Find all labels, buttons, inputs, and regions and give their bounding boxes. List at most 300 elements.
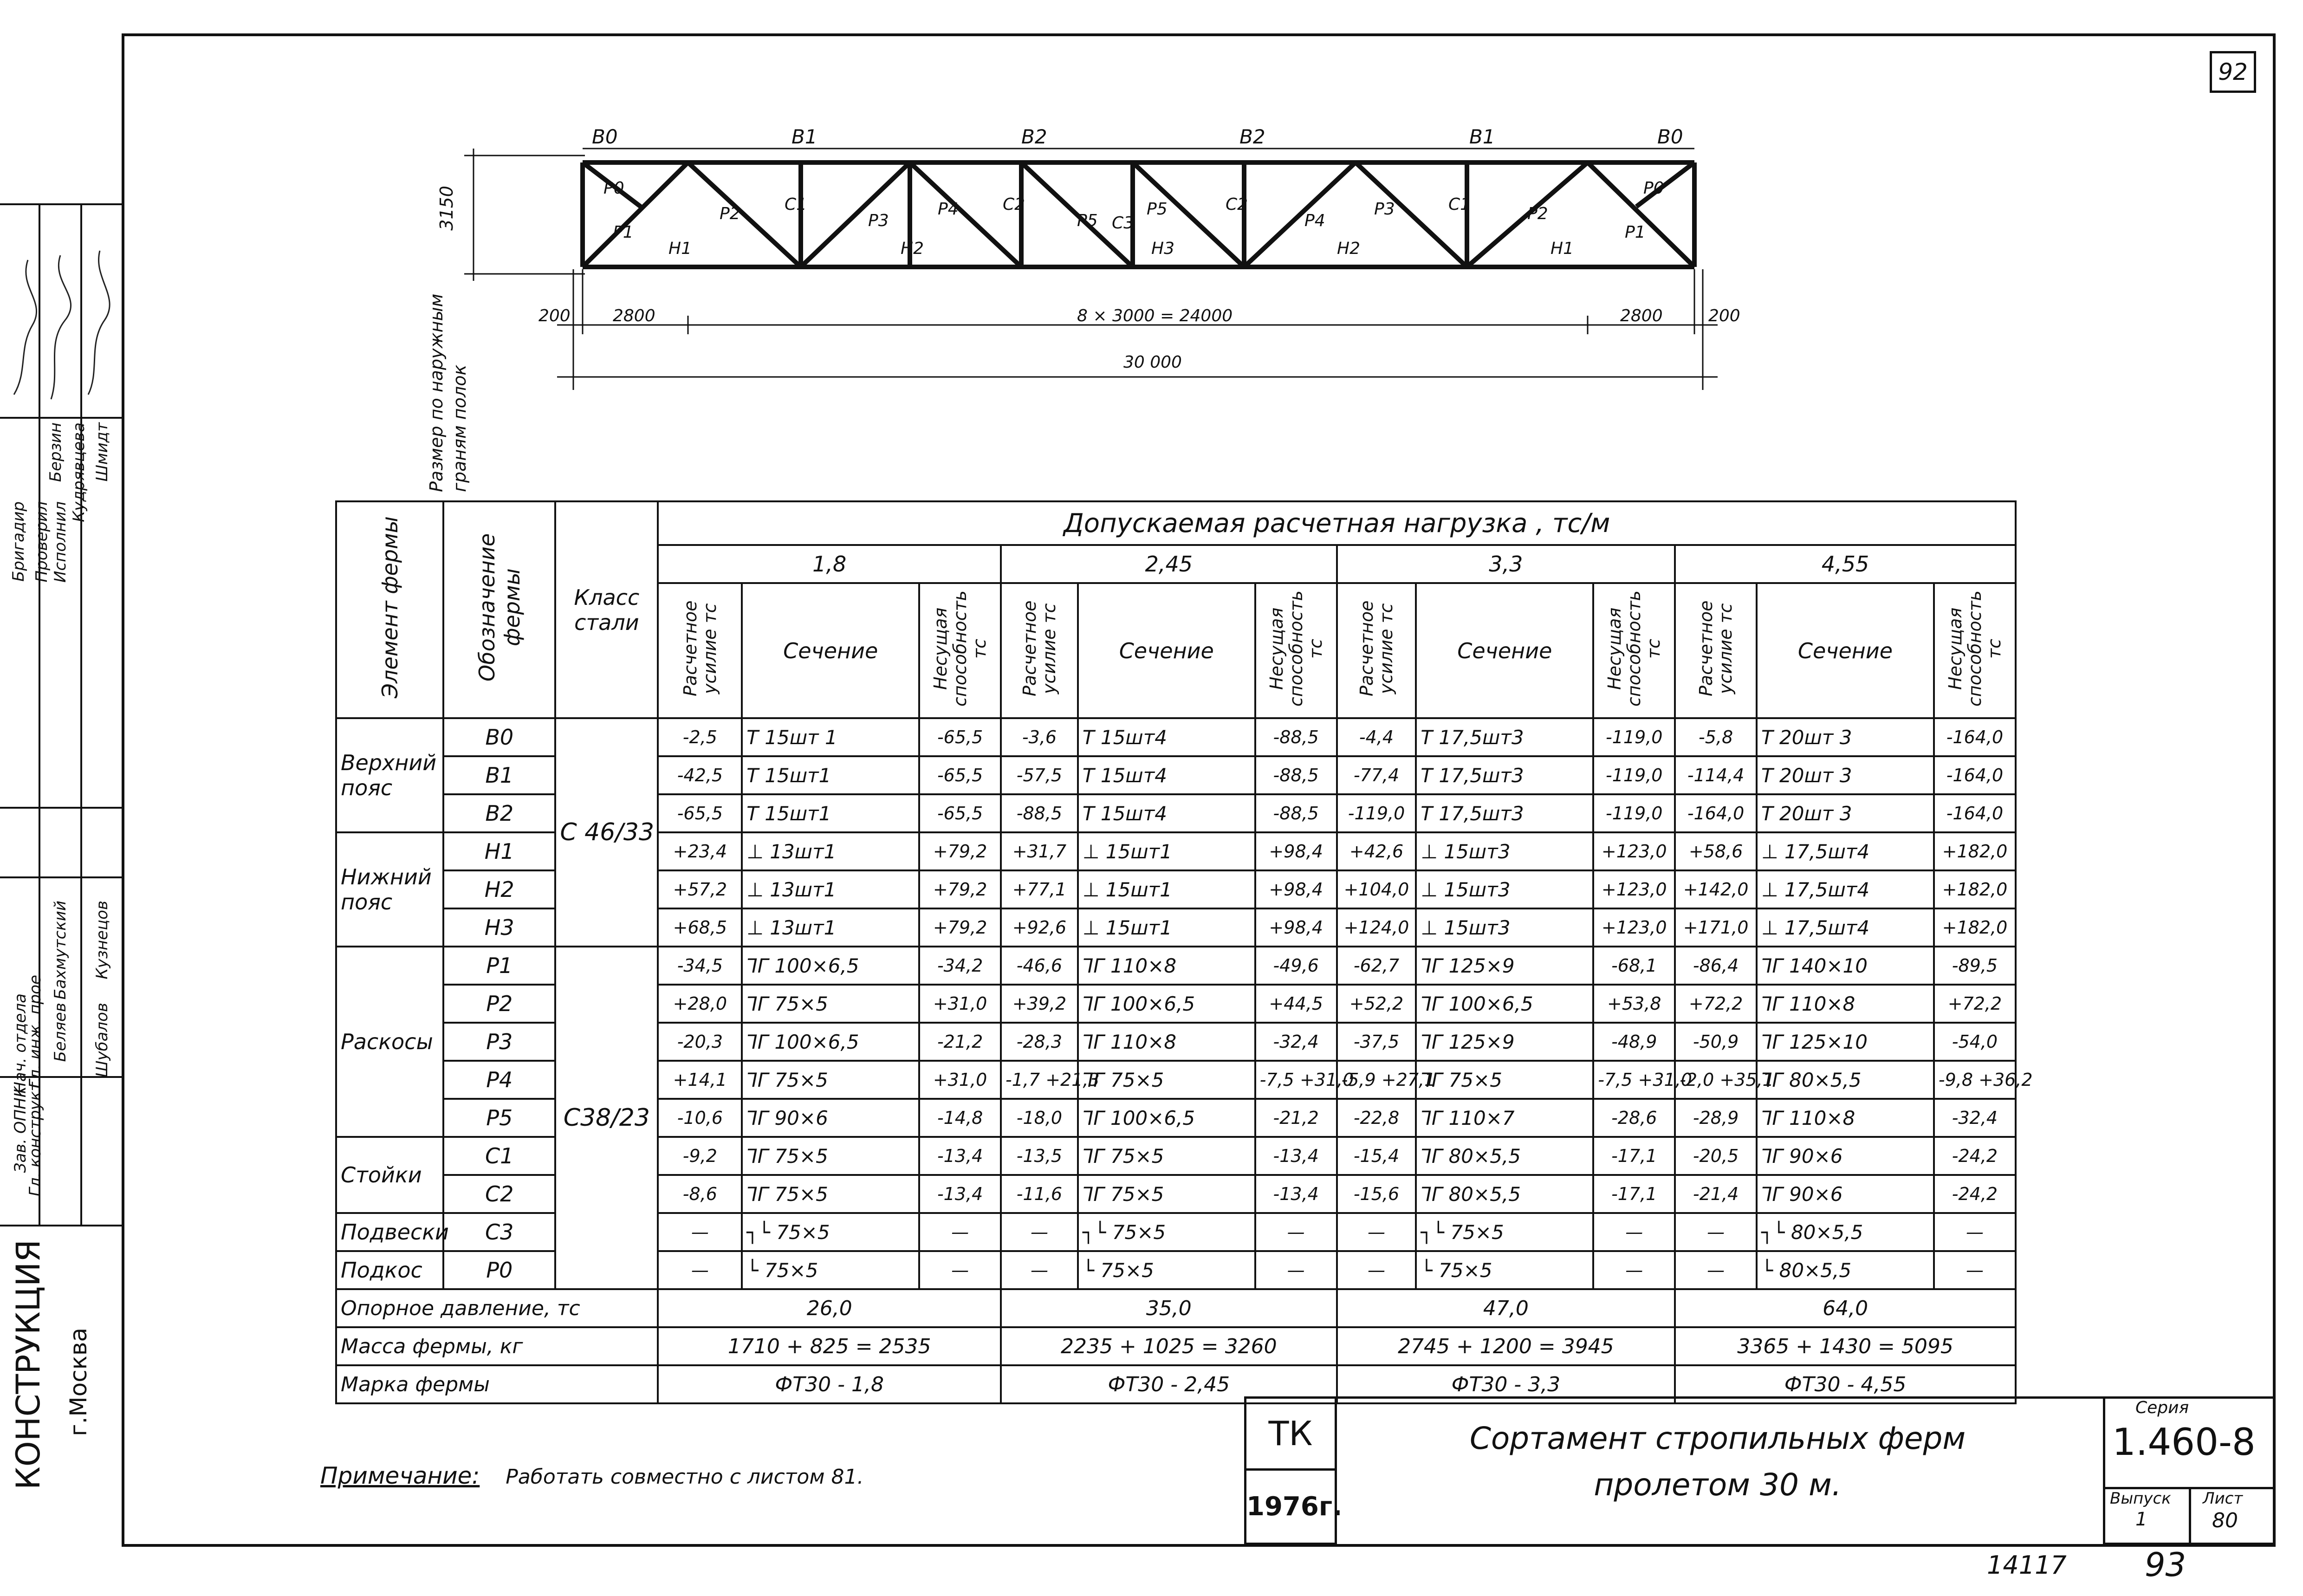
stamp-role: Гл. инж. прое: [26, 975, 45, 1089]
design-force: -86,4: [1675, 947, 1757, 985]
capacity: -21,2: [1255, 1099, 1337, 1137]
capacity: -7,5 +31,0: [1593, 1061, 1675, 1099]
section: Т 17,5шт3: [1416, 756, 1593, 794]
element-designation: Р2: [443, 985, 555, 1023]
mass-value: 2745 + 1200 = 3945: [1337, 1327, 1675, 1365]
section: Т 17,5шт3: [1416, 794, 1593, 832]
elem-label: Н2: [901, 239, 924, 258]
design-force: +14,1: [658, 1061, 742, 1099]
section: Т 15шт4: [1078, 794, 1255, 832]
truss-diagram: [0, 0, 2303, 464]
section: Т 20шт 3: [1757, 794, 1934, 832]
element-designation: Р3: [443, 1023, 555, 1061]
sub-force: Расчетное усилие тс: [1001, 583, 1078, 718]
series-label: Серия: [2135, 1398, 2189, 1417]
section: ⅂Г 140×10: [1757, 947, 1934, 985]
design-force: +58,6: [1675, 832, 1757, 870]
design-force: —: [1675, 1251, 1757, 1289]
steel-class: С38/23: [555, 947, 658, 1289]
capacity: -65,5: [919, 756, 1001, 794]
elem-label: Р0: [1643, 179, 1664, 198]
dim-total: 30 000: [1123, 353, 1182, 372]
section: ⅂Г 110×7: [1416, 1099, 1593, 1137]
capacity: +123,0: [1593, 832, 1675, 870]
sub-capacity: Несущая способность тс: [1934, 583, 2016, 718]
design-force: -1,7 +21,3: [1001, 1061, 1078, 1099]
capacity: —: [919, 1251, 1001, 1289]
section: Т 20шт 3: [1757, 756, 1934, 794]
capacity: -9,8 +36,2: [1934, 1061, 2016, 1099]
section: ┐└ 75×5: [1416, 1213, 1593, 1251]
stamp-org: КОНСТРУКЦИЯ: [9, 1239, 47, 1490]
elem-label: Р3: [868, 211, 889, 230]
capacity: +98,4: [1255, 870, 1337, 908]
design-force: +57,2: [658, 870, 742, 908]
section: ⅂Г 75×5: [1416, 1061, 1593, 1099]
design-force: +31,7: [1001, 832, 1078, 870]
series-value: 1.460-8: [2112, 1421, 2256, 1464]
capacity: +98,4: [1255, 908, 1337, 947]
section: Т 15шт4: [1078, 756, 1255, 794]
capacity: -28,6: [1593, 1099, 1675, 1137]
steel-class: С 46/33: [555, 718, 658, 947]
left-stamp: [0, 204, 122, 1532]
section: ⅂Г 110×8: [1078, 1023, 1255, 1061]
capacity: -164,0: [1934, 718, 2016, 756]
design-force: -20,3: [658, 1023, 742, 1061]
sub-section: Сечение: [742, 583, 919, 718]
capacity: -49,6: [1255, 947, 1337, 985]
header-load: Допускаемая расчетная нагрузка , тс/м: [658, 501, 2016, 545]
capacity: —: [1593, 1251, 1675, 1289]
capacity: —: [1934, 1251, 2016, 1289]
group-name: Подкос: [336, 1251, 443, 1289]
capacity: -88,5: [1255, 756, 1337, 794]
top-label-b2-left: В2: [1021, 125, 1047, 148]
support-value: 26,0: [658, 1289, 1001, 1327]
section: ⅂Г 100×6,5: [1078, 985, 1255, 1023]
design-force: +52,2: [1337, 985, 1416, 1023]
section: ⅂Г 90×6: [1757, 1137, 1934, 1175]
footer-number-right: 93: [2145, 1546, 2186, 1584]
elem-label: Р5: [1147, 200, 1168, 219]
element-designation: Н3: [443, 908, 555, 947]
section: ⊥ 13шт1: [742, 908, 919, 947]
sub-force: Расчетное усилие тс: [1675, 583, 1757, 718]
capacity: -88,5: [1255, 718, 1337, 756]
year: 1976г.: [1244, 1468, 1337, 1545]
capacity: +44,5: [1255, 985, 1337, 1023]
sheet-number: 92: [2218, 58, 2248, 85]
section: Т 15шт4: [1078, 718, 1255, 756]
sheet-value: 80: [2212, 1509, 2238, 1532]
capacity: —: [1255, 1251, 1337, 1289]
element-designation: В2: [443, 794, 555, 832]
capacity: +53,8: [1593, 985, 1675, 1023]
element-designation: С1: [443, 1137, 555, 1175]
capacity: —: [919, 1213, 1001, 1251]
capacity: -164,0: [1934, 756, 2016, 794]
capacity: -24,2: [1934, 1137, 2016, 1175]
capacity: +182,0: [1934, 832, 2016, 870]
stamp-name: Берзин: [46, 422, 65, 482]
section: ⅂Г 75×5: [1078, 1061, 1255, 1099]
issue-label: Выпуск: [2110, 1489, 2171, 1508]
top-label-b0-left: В0: [592, 125, 618, 148]
elem-label: Р0: [603, 179, 624, 198]
stamp-role: Бригадир: [9, 501, 28, 582]
group-name: Верхний пояс: [336, 718, 443, 832]
element-designation: Н1: [443, 832, 555, 870]
section: ⊥ 15шт3: [1416, 870, 1593, 908]
capacity: +79,2: [919, 908, 1001, 947]
sub-section: Сечение: [1757, 583, 1934, 718]
design-force: +77,1: [1001, 870, 1078, 908]
element-designation: Р4: [443, 1061, 555, 1099]
design-force: -164,0: [1675, 794, 1757, 832]
elem-label: Р4: [938, 200, 959, 219]
elem-label: Р4: [1304, 211, 1325, 230]
element-designation: С3: [443, 1213, 555, 1251]
section: Т 15шт 1: [742, 718, 919, 756]
stamp-name: Кузнецов: [93, 901, 111, 980]
section: ⅂Г 75×5: [742, 985, 919, 1023]
design-force: -10,6: [658, 1099, 742, 1137]
stamp-role: Зав. ОПНК: [11, 1086, 30, 1173]
design-force: +42,6: [1337, 832, 1416, 870]
design-force: +28,0: [658, 985, 742, 1023]
dim-2800-left: 2800: [613, 306, 655, 325]
section: ⅂Г 100×6,5: [1078, 1099, 1255, 1137]
section: Т 15шт1: [742, 756, 919, 794]
section: ⅂Г 80×5,5: [1416, 1175, 1593, 1213]
section: ⅂Г 80×5,5: [1416, 1137, 1593, 1175]
sub-force: Расчетное усилие тс: [1337, 583, 1416, 718]
element-designation: В0: [443, 718, 555, 756]
design-force: -20,5: [1675, 1137, 1757, 1175]
section: ⅂Г 75×5: [742, 1175, 919, 1213]
header-designation: Обозначение фермы: [443, 501, 555, 718]
height-note: Размер по наружным граням полок: [426, 293, 470, 492]
elem-label: С3: [1112, 214, 1135, 233]
capacity: -32,4: [1255, 1023, 1337, 1061]
design-force: -28,9: [1675, 1099, 1757, 1137]
elem-label: С1: [785, 195, 807, 214]
section: ⅂Г 75×5: [742, 1061, 919, 1099]
element-designation: Н2: [443, 870, 555, 908]
design-force: —: [1001, 1213, 1078, 1251]
group-name: Нижний пояс: [336, 832, 443, 947]
section: └ 75×5: [1078, 1251, 1255, 1289]
section: ⅂Г 75×5: [1078, 1137, 1255, 1175]
design-force: —: [1337, 1251, 1416, 1289]
section: ⊥ 17,5шт4: [1757, 908, 1934, 947]
capacity: +72,2: [1934, 985, 2016, 1023]
design-force: -50,9: [1675, 1023, 1757, 1061]
section: ⊥ 17,5шт4: [1757, 870, 1934, 908]
section: ⅂Г 110×8: [1078, 947, 1255, 985]
design-force: -57,5: [1001, 756, 1078, 794]
capacity: -14,8: [919, 1099, 1001, 1137]
section: ⅂Г 125×9: [1416, 947, 1593, 985]
design-force: -42,5: [658, 756, 742, 794]
design-force: -13,5: [1001, 1137, 1078, 1175]
mark-value: ФТ30 - 2,45: [1001, 1365, 1337, 1403]
elem-label: Р5: [1077, 211, 1098, 230]
section: ⅂Г 75×5: [742, 1137, 919, 1175]
design-force: -15,4: [1337, 1137, 1416, 1175]
section: ⅂Г 80×5,5: [1757, 1061, 1934, 1099]
capacity: —: [1934, 1213, 2016, 1251]
stamp-role: Гл. конструкт.: [26, 1077, 45, 1197]
elem-label: Р2: [720, 204, 740, 223]
capacity: -24,2: [1934, 1175, 2016, 1213]
capacity: -17,1: [1593, 1137, 1675, 1175]
capacity: -13,4: [919, 1137, 1001, 1175]
design-force: -5,9 +27,1: [1337, 1061, 1416, 1099]
mass-value: 2235 + 1025 = 3260: [1001, 1327, 1337, 1365]
section: └ 75×5: [1416, 1251, 1593, 1289]
design-force: -11,6: [1001, 1175, 1078, 1213]
capacity: -164,0: [1934, 794, 2016, 832]
mark-value: ФТ30 - 3,3: [1337, 1365, 1675, 1403]
capacity: -17,1: [1593, 1175, 1675, 1213]
capacity: —: [1593, 1213, 1675, 1251]
elem-label: Р1: [613, 223, 634, 242]
design-force: -22,8: [1337, 1099, 1416, 1137]
elem-label: С2: [1226, 195, 1248, 214]
section: ⅂Г 100×6,5: [742, 947, 919, 985]
sub-capacity: Несущая способность тс: [919, 583, 1001, 718]
capacity: +79,2: [919, 870, 1001, 908]
design-force: -2,0 +35,1: [1675, 1061, 1757, 1099]
stamp-name: Шубалов: [93, 1003, 111, 1077]
section: ┐└ 75×5: [1078, 1213, 1255, 1251]
note-label: Примечание:: [320, 1462, 480, 1489]
group-name: Раскосы: [336, 947, 443, 1137]
load-3-3: 3,3: [1337, 545, 1675, 583]
element-designation: Р5: [443, 1099, 555, 1137]
load-4-55: 4,55: [1675, 545, 2016, 583]
sub-capacity: Несущая способность тс: [1593, 583, 1675, 718]
stamp-city: г.Москва: [65, 1328, 92, 1436]
design-force: -77,4: [1337, 756, 1416, 794]
capacity: -119,0: [1593, 756, 1675, 794]
capacity: -119,0: [1593, 718, 1675, 756]
design-force: —: [658, 1213, 742, 1251]
support-label: Опорное давление, тс: [336, 1289, 658, 1327]
issue-value: 1: [2135, 1509, 2147, 1530]
support-value: 64,0: [1675, 1289, 2016, 1327]
capacity: -89,5: [1934, 947, 2016, 985]
design-force: -2,5: [658, 718, 742, 756]
capacity: -13,4: [1255, 1175, 1337, 1213]
stamp-role: Исполнил: [51, 501, 70, 583]
element-designation: С2: [443, 1175, 555, 1213]
capacity: +31,0: [919, 1061, 1001, 1099]
design-force: -34,5: [658, 947, 742, 985]
section: ⅂Г 110×8: [1757, 1099, 1934, 1137]
mass-label: Масса фермы, кг: [336, 1327, 658, 1365]
design-force: —: [1337, 1213, 1416, 1251]
load-2-45: 2,45: [1001, 545, 1337, 583]
design-force: -5,8: [1675, 718, 1757, 756]
stamp-role: Нач. отдела: [11, 993, 30, 1094]
table-body: [336, 718, 2033, 1289]
design-force: -8,6: [658, 1175, 742, 1213]
section: ┐└ 80×5,5: [1757, 1213, 1934, 1251]
design-force: -28,3: [1001, 1023, 1078, 1061]
header-element: Элемент фермы: [336, 501, 443, 718]
design-force: —: [1675, 1213, 1757, 1251]
top-label-b1-left: В1: [791, 125, 817, 148]
capacity: -13,4: [1255, 1137, 1337, 1175]
capacity: -68,1: [1593, 947, 1675, 985]
design-force: +142,0: [1675, 870, 1757, 908]
design-force: -18,0: [1001, 1099, 1078, 1137]
section: ⅂Г 75×5: [1078, 1175, 1255, 1213]
capacity: -54,0: [1934, 1023, 2016, 1061]
section: ⅂Г 90×6: [1757, 1175, 1934, 1213]
design-force: -88,5: [1001, 794, 1078, 832]
design-force: -46,6: [1001, 947, 1078, 985]
elem-label: Н1: [1550, 239, 1574, 258]
note-text: Работать совместно с листом 81.: [506, 1465, 864, 1489]
section: ⊥ 15шт1: [1078, 832, 1255, 870]
design-force: —: [1001, 1251, 1078, 1289]
section: ⅂Г 110×8: [1757, 985, 1934, 1023]
stamp-name: Шмидт: [93, 422, 111, 482]
elem-label: Р2: [1527, 204, 1548, 223]
section: ⅂Г 125×10: [1757, 1023, 1934, 1061]
design-force: +171,0: [1675, 908, 1757, 947]
capacity: +98,4: [1255, 832, 1337, 870]
section: ┐└ 75×5: [742, 1213, 919, 1251]
capacity: +123,0: [1593, 908, 1675, 947]
design-force: -9,2: [658, 1137, 742, 1175]
sub-section: Сечение: [1078, 583, 1255, 718]
capacity: -88,5: [1255, 794, 1337, 832]
design-force: +72,2: [1675, 985, 1757, 1023]
section: ⊥ 15шт1: [1078, 908, 1255, 947]
elem-label: Н1: [668, 239, 692, 258]
assortment-table: [335, 500, 2033, 1404]
stamp-name: Бахмутский: [51, 901, 70, 1000]
section: ⅂Г 100×6,5: [1416, 985, 1593, 1023]
design-force: +104,0: [1337, 870, 1416, 908]
support-value: 47,0: [1337, 1289, 1675, 1327]
design-force: —: [658, 1251, 742, 1289]
design-force: -37,5: [1337, 1023, 1416, 1061]
element-designation: Р1: [443, 947, 555, 985]
section: ⊥ 15шт3: [1416, 908, 1593, 947]
stamp-name: Кудрявцева: [70, 422, 88, 522]
title-line-1: Сортамент стропильных ферм: [1469, 1421, 1966, 1456]
stamp-role: Проверил: [32, 501, 51, 583]
capacity: +79,2: [919, 832, 1001, 870]
section: ⅂Г 100×6,5: [742, 1023, 919, 1061]
design-force: +92,6: [1001, 908, 1078, 947]
top-label-b2-right: В2: [1239, 125, 1265, 148]
footer-number-left: 14117: [1987, 1551, 2067, 1580]
signature-marks: [0, 232, 122, 409]
dim-middle: 8 × 3000 = 24000: [1077, 306, 1233, 325]
capacity: +182,0: [1934, 870, 2016, 908]
section: ⅂Г 125×9: [1416, 1023, 1593, 1061]
title-line-2: пролетом 30 м.: [1594, 1467, 1842, 1503]
section: ⊥ 13шт1: [742, 870, 919, 908]
section: ⅂Г 90×6: [742, 1099, 919, 1137]
table-row: [336, 718, 2016, 756]
mass-value: 1710 + 825 = 2535: [658, 1327, 1001, 1365]
elem-label: С1: [1448, 195, 1471, 214]
design-force: +39,2: [1001, 985, 1078, 1023]
note: [320, 1462, 864, 1489]
support-value: 35,0: [1001, 1289, 1337, 1327]
sub-section: Сечение: [1416, 583, 1593, 718]
capacity: +123,0: [1593, 870, 1675, 908]
sub-capacity: Несущая способность тс: [1255, 583, 1337, 718]
capacity: -65,5: [919, 794, 1001, 832]
group-name: Стойки: [336, 1137, 443, 1213]
dim-200-left: 200: [538, 306, 571, 325]
dim-2800-right: 2800: [1620, 306, 1663, 325]
sub-force: Расчетное усилие тс: [658, 583, 742, 718]
design-force: +124,0: [1337, 908, 1416, 947]
dim-200-right: 200: [1708, 306, 1740, 325]
sheet-label: Лист: [2203, 1489, 2243, 1508]
elem-label: Н3: [1151, 239, 1174, 258]
elem-label: Н2: [1337, 239, 1360, 258]
capacity: -48,9: [1593, 1023, 1675, 1061]
capacity: -13,4: [919, 1175, 1001, 1213]
load-1-8: 1,8: [658, 545, 1001, 583]
height-dimension: 3150: [436, 186, 457, 231]
elem-label: Р1: [1625, 223, 1646, 242]
mark-value: ФТ30 - 4,55: [1675, 1365, 2016, 1403]
table-row: [336, 947, 2016, 985]
design-force: -15,6: [1337, 1175, 1416, 1213]
section: ⊥ 15шт1: [1078, 870, 1255, 908]
design-force: -4,4: [1337, 718, 1416, 756]
capacity: +182,0: [1934, 908, 2016, 947]
capacity: -119,0: [1593, 794, 1675, 832]
section: ⊥ 17,5шт4: [1757, 832, 1934, 870]
mark-value: ФТ30 - 1,8: [658, 1365, 1001, 1403]
top-label-b1-right: В1: [1469, 125, 1495, 148]
design-force: +23,4: [658, 832, 742, 870]
section: └ 75×5: [742, 1251, 919, 1289]
elem-label: С2: [1003, 195, 1025, 214]
design-force: -21,4: [1675, 1175, 1757, 1213]
element-designation: Р0: [443, 1251, 555, 1289]
elem-label: Р3: [1374, 200, 1395, 219]
group-name: Подвески: [336, 1213, 443, 1251]
header-steel: Класс стали: [555, 501, 658, 718]
design-force: -3,6: [1001, 718, 1078, 756]
capacity: -34,2: [919, 947, 1001, 985]
section: Т 20шт 3: [1757, 718, 1934, 756]
section: Т 15шт1: [742, 794, 919, 832]
design-force: -119,0: [1337, 794, 1416, 832]
capacity: -65,5: [919, 718, 1001, 756]
section: └ 80×5,5: [1757, 1251, 1934, 1289]
section: Т 17,5шт3: [1416, 718, 1593, 756]
capacity: +31,0: [919, 985, 1001, 1023]
design-force: -62,7: [1337, 947, 1416, 985]
table-footer: [336, 1289, 2016, 1403]
element-designation: В1: [443, 756, 555, 794]
